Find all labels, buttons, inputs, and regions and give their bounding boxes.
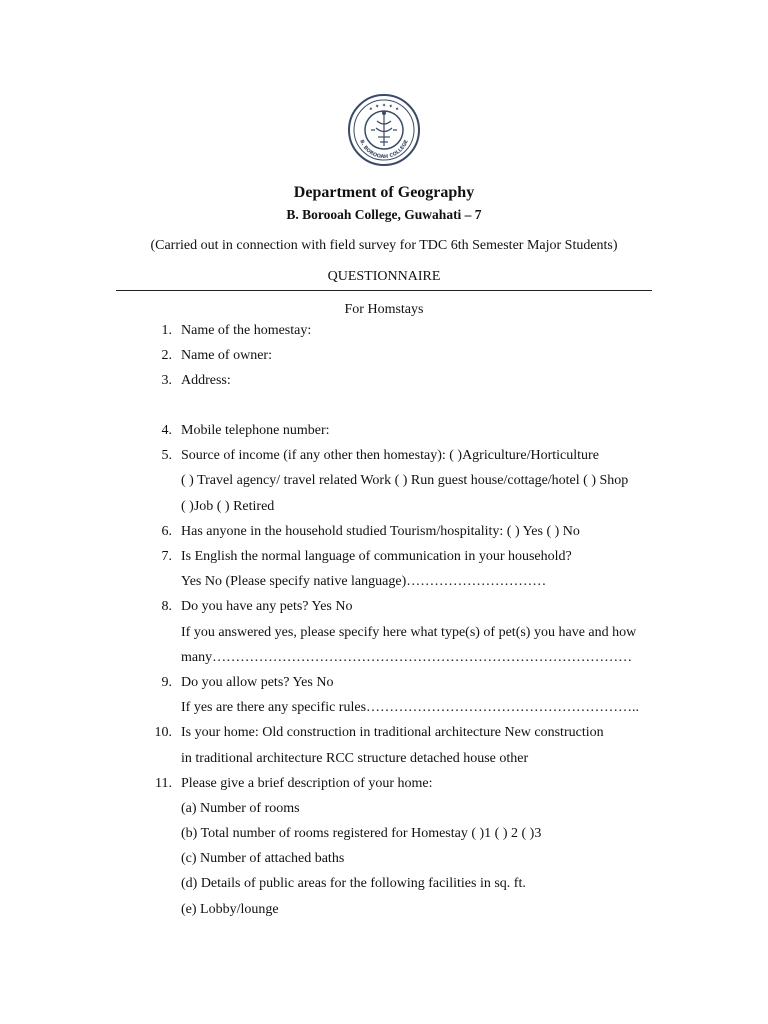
svg-text:✦ ✦ ✦ ✦ ✦: ✦ ✦ ✦ ✦ ✦	[367, 103, 401, 114]
question-number: 4.	[161, 423, 172, 438]
question-1-text: Name of the homestay:	[181, 323, 312, 338]
question-number: 10.	[154, 725, 172, 740]
college-name: B. Borooah College, Guwahati – 7	[286, 207, 482, 222]
question-5-line-3: ( )Job ( ) Retired	[181, 499, 275, 514]
question-10-text: Is your home: Old construction in traditional architecture New construction	[181, 725, 604, 740]
heading-rule	[116, 290, 652, 291]
question-6-text: Has anyone in the household studied Tourism/hospitality: ( ) Yes ( ) No	[181, 524, 580, 539]
question-number: 2.	[161, 348, 172, 363]
question-5-line-2: ( ) Travel agency/ travel related Work ( ) Run guest house/cottage/hotel ( ) Shop	[181, 473, 629, 488]
questionnaire-heading: QUESTIONNAIRE	[327, 269, 441, 284]
question-8-line-3: many………………………………………………………………………………	[181, 650, 633, 665]
question-10-line-2: in traditional architecture RCC structure detached house other	[181, 751, 529, 766]
department-title: Department of Geography	[293, 184, 475, 201]
question-9-line-2: If yes are there any specific rules…………………………………………………..	[181, 700, 640, 715]
question-number: 7.	[161, 549, 172, 564]
question-5-text: Source of income (if any other then homestay): ( )Agriculture/Horticulture	[181, 448, 599, 463]
question-number: 9.	[161, 675, 172, 690]
sub-item-b: (b) Total number of rooms registered for Homestay ( )1 ( ) 2 ( )3	[181, 826, 542, 841]
question-7-text: Is English the normal language of communication in your household?	[181, 549, 572, 564]
question-8-text: Do you have any pets? Yes No	[181, 599, 353, 614]
survey-note: (Carried out in connection with field survey for TDC 6th Semester Major Students)	[150, 238, 618, 253]
college-logo	[347, 93, 421, 167]
question-number: 6.	[161, 524, 172, 539]
question-3-text: Address:	[181, 373, 231, 388]
question-8-line-2: If you answered yes, please specify here what type(s) of pet(s) you have and how	[181, 625, 637, 640]
question-number: 11.	[155, 776, 172, 791]
question-4-text: Mobile telephone number:	[181, 423, 330, 438]
question-number: 8.	[161, 599, 172, 614]
question-2-text: Name of owner:	[181, 348, 272, 363]
for-homestays-label: For Homstays	[344, 302, 424, 317]
question-number: 3.	[161, 373, 172, 388]
svg-text:B. BOROOAH COLLEGE: B. BOROOAH COLLEGE	[358, 139, 410, 161]
sub-item-e: (e) Lobby/lounge	[181, 902, 279, 917]
sub-item-d: (d) Details of public areas for the following facilities in sq. ft.	[181, 876, 526, 891]
sub-item-c: (c) Number of attached baths	[181, 851, 345, 866]
question-7-line-2: Yes No (Please specify native language)…………………………	[181, 574, 547, 589]
question-number: 1.	[161, 323, 172, 338]
question-number: 5.	[161, 448, 172, 463]
question-9-text: Do you allow pets? Yes No	[181, 675, 334, 690]
sub-item-a: (a) Number of rooms	[181, 801, 300, 816]
question-11-text: Please give a brief description of your home:	[181, 776, 433, 791]
